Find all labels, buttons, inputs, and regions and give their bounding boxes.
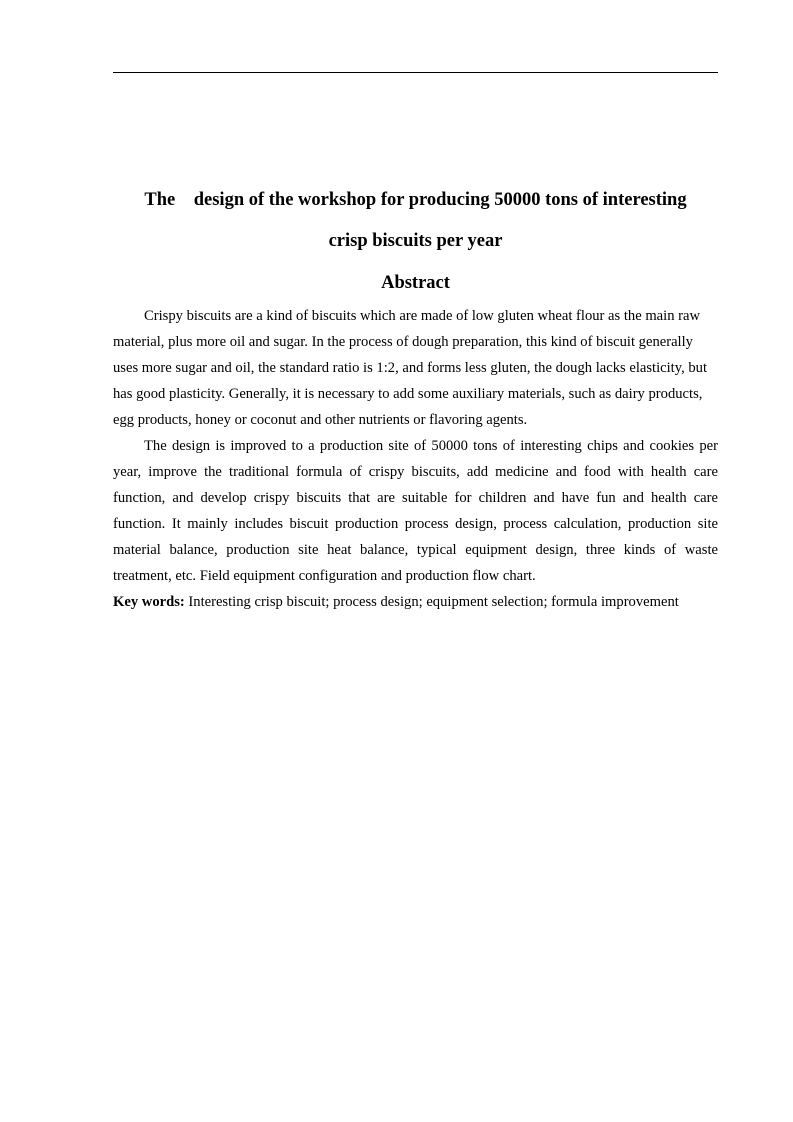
keywords-line <box>113 589 718 615</box>
abstract-paragraph-1: Crispy biscuits are a kind of biscuits which are made of low gluten wheat flour as the main raw material, plus more oil and sugar. In the process of dough preparation, this kind of biscuit generally uses more sugar and oil, the standard ratio is 1:2, and forms less gluten, the dough lacks elasticity, but has good plasticity. Generally, it is necessary to add some auxiliary materials, such as dairy products, egg products, honey or coconut and other nutrients or flavoring agents. <box>113 308 708 428</box>
title-line-1: The design of the workshop for producing 50000 tons of interesting <box>144 190 687 210</box>
abstract-heading: Abstract <box>381 273 450 293</box>
title-line-2: crisp biscuits per year <box>328 231 503 251</box>
header-rule <box>113 72 718 73</box>
abstract-paragraph-2: The design is improved to a production site of 50000 tons of interesting chips and cookies per year, improve the traditional formula of crispy biscuits, add medicine and food with health care function, and develop crispy biscuits that are suitable for children and have fun and health care function. It mainly includes biscuit production process design, process calculation, production site material balance, production site heat balance, typical equipment design, three kinds of waste treatment, etc. Field equipment configuration and production flow chart. <box>113 438 718 584</box>
keywords-label: Key words: <box>113 594 185 610</box>
keywords-text: Interesting crisp biscuit; process design; equipment selection; formula improvement <box>188 594 679 610</box>
abstract-body <box>113 303 718 615</box>
